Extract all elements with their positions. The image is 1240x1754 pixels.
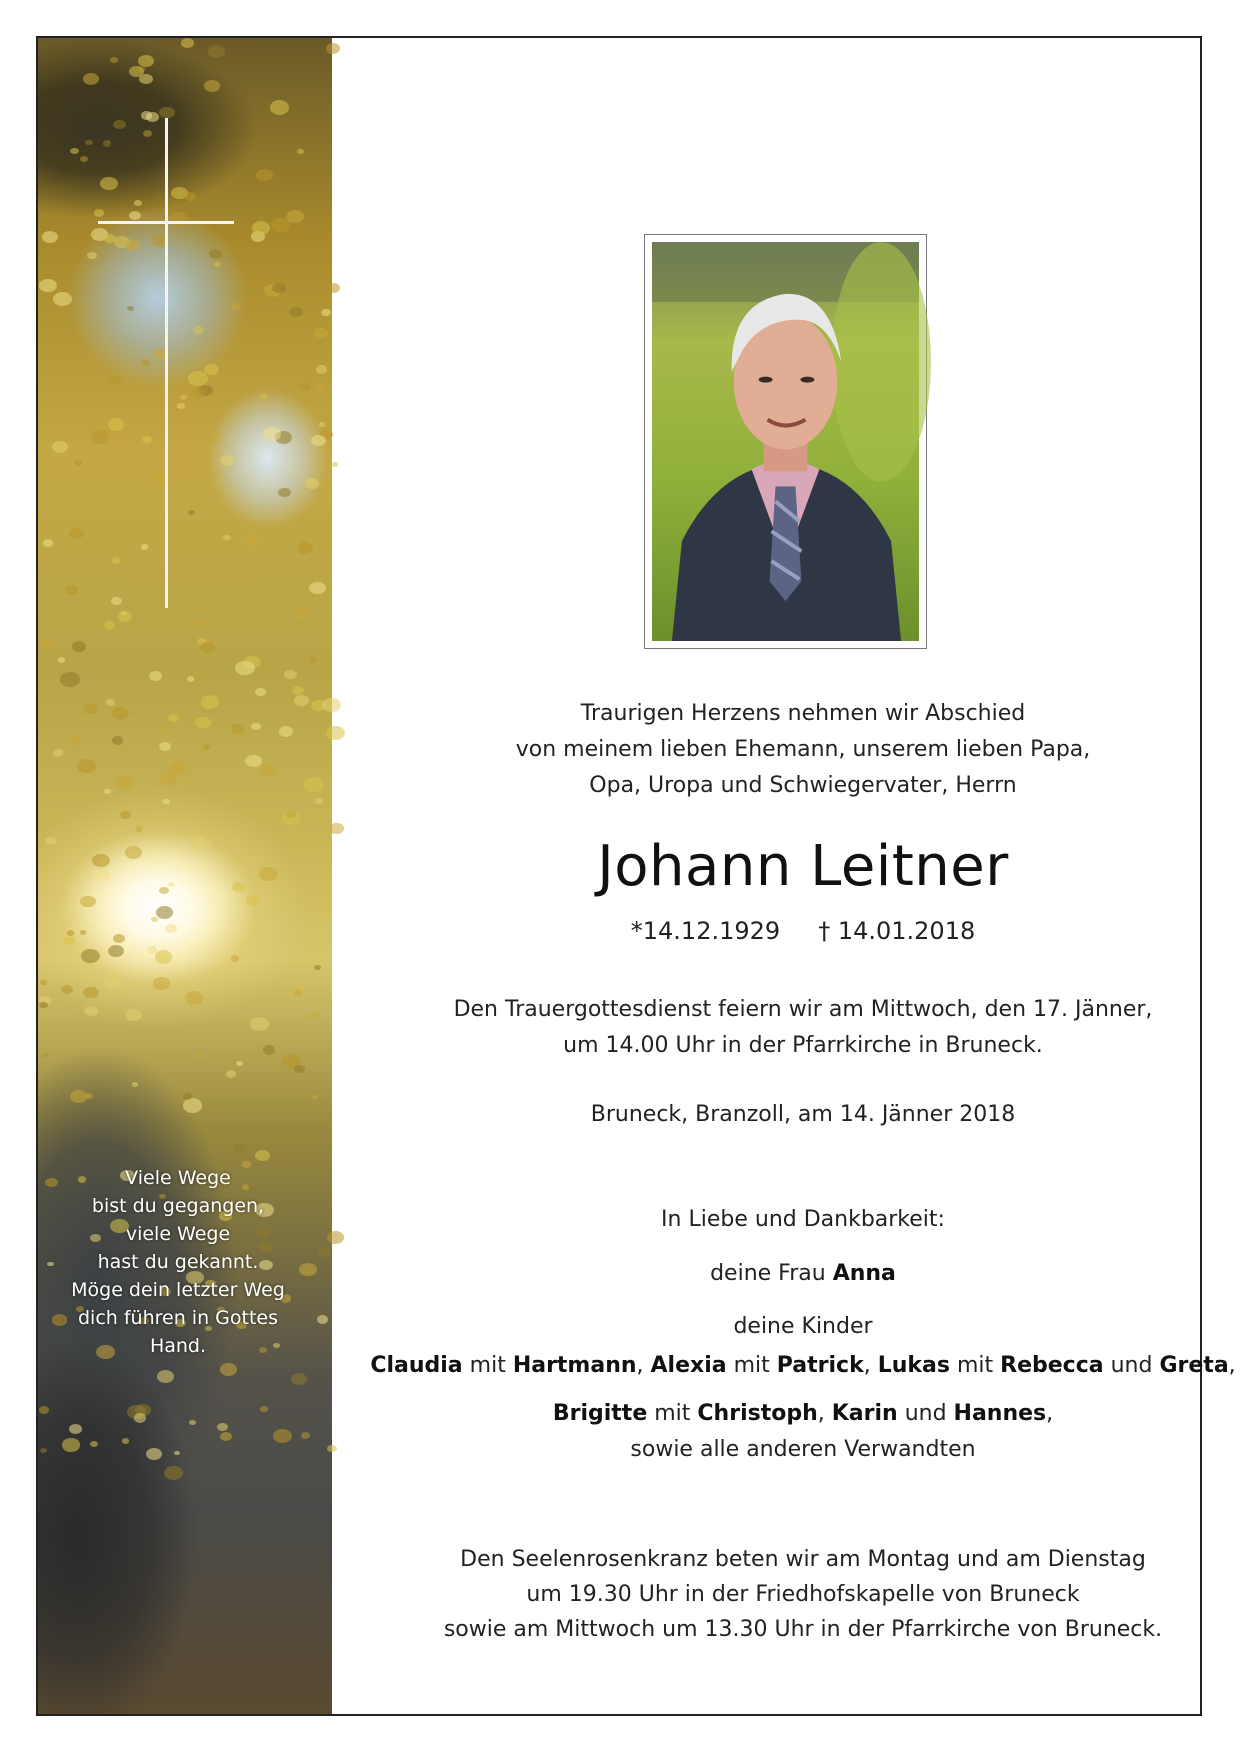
leaf-dot xyxy=(190,836,207,849)
mourners-heading: In Liebe und Dankbarkeit: xyxy=(661,1207,945,1232)
leaf-dot xyxy=(217,1423,228,1431)
cross-icon-horizontal xyxy=(98,221,234,224)
leaf-dot xyxy=(94,869,110,881)
leaf-dot xyxy=(69,1424,82,1434)
poem-line: Hand. xyxy=(149,1335,207,1357)
leaf-dot xyxy=(134,200,141,206)
leaf-dot xyxy=(85,1093,93,1099)
leaf-dot xyxy=(291,1373,307,1385)
leaf-dot xyxy=(169,761,187,775)
leaf-dot xyxy=(185,991,204,1005)
leaf-dot xyxy=(111,597,121,605)
leaf-dot xyxy=(40,1448,47,1454)
leaf-dot xyxy=(255,688,266,696)
leaf-dot xyxy=(113,934,125,943)
leaf-dot xyxy=(77,759,96,773)
kid-separator: , xyxy=(817,1401,832,1426)
leaf-dot xyxy=(203,744,211,750)
leaf-dot xyxy=(174,1451,180,1456)
leaf-dot xyxy=(85,140,92,145)
intro-line: Opa, Uropa und Schwiegervater, Herrn xyxy=(589,773,1017,798)
leaf-dot xyxy=(39,1002,48,1009)
life-dates xyxy=(368,914,1238,948)
leaf-dot xyxy=(261,765,275,776)
leaf-dot xyxy=(108,945,125,958)
leaf-dot xyxy=(263,1045,276,1054)
leaf-dot xyxy=(220,1432,233,1442)
leaf-dot xyxy=(112,707,129,720)
leaf-dot xyxy=(273,1429,292,1443)
leaf-dot xyxy=(94,209,104,217)
leaf-dot xyxy=(112,557,121,564)
leaf-dot xyxy=(39,1406,49,1414)
leaf-dot xyxy=(332,462,338,467)
leaf-dot xyxy=(329,823,344,834)
leaf-dot xyxy=(295,609,311,621)
kid-separator: , xyxy=(636,1353,651,1378)
poem-line: dich führen in Gottes xyxy=(77,1307,278,1329)
leaf-dot xyxy=(155,950,173,963)
leaf-dot xyxy=(127,306,133,311)
kids-heading: deine Kinder xyxy=(733,1314,873,1339)
leaf-dot xyxy=(312,1095,318,1100)
leaf-dot xyxy=(235,661,254,676)
leaf-dot xyxy=(271,218,290,232)
leaf-dot xyxy=(67,930,74,935)
leaf-dot xyxy=(134,1413,146,1422)
leaf-dot xyxy=(260,1406,267,1412)
leaf-dot xyxy=(135,826,143,832)
kid-name: Hannes xyxy=(953,1401,1047,1426)
kid-separator: mit xyxy=(647,1401,698,1426)
leaf-dot xyxy=(125,240,140,251)
leaf-dot xyxy=(125,846,142,859)
leaf-dot xyxy=(304,777,324,792)
leaf-dot xyxy=(270,100,290,115)
leaf-dot xyxy=(278,488,290,497)
leaf-dot xyxy=(159,742,172,751)
portrait-photo xyxy=(644,234,927,649)
leaf-dot xyxy=(103,140,111,146)
obituary-card xyxy=(36,36,1236,1716)
kid-separator: , xyxy=(863,1353,878,1378)
leaf-dot xyxy=(69,735,82,744)
leaf-dot xyxy=(327,1445,337,1452)
relatives-text: sowie alle anderen Verwandten xyxy=(630,1437,976,1462)
leaf-dot xyxy=(125,1009,142,1022)
poem-line: hast du gekannt. xyxy=(97,1251,259,1273)
leaf-dot xyxy=(46,514,53,519)
leaf-dot xyxy=(42,231,58,243)
cross-icon-vertical xyxy=(165,118,168,608)
kid-name: Lukas xyxy=(877,1353,950,1378)
leaf-dot xyxy=(69,528,85,540)
leaf-dot xyxy=(317,1315,328,1324)
leaf-dot xyxy=(90,1441,98,1447)
leaf-dot xyxy=(233,1144,246,1154)
leaf-dot xyxy=(113,120,126,130)
intro-line: Traurigen Herzens nehmen wir Abschied xyxy=(580,701,1026,726)
leaf-dot xyxy=(200,642,215,654)
wife-prefix: deine Frau xyxy=(710,1261,826,1286)
intro-line: von meinem lieben Ehemann, unserem lieben Papa, xyxy=(515,737,1091,762)
leaf-dot xyxy=(305,478,319,489)
leaf-dot xyxy=(252,221,270,234)
leaf-dot xyxy=(53,749,63,756)
leaf-dot xyxy=(223,535,230,540)
deceased-name: Johann Leitner xyxy=(597,834,1009,899)
mourner-wife xyxy=(368,1256,1238,1292)
leaf-dot xyxy=(294,989,303,996)
leaf-dot xyxy=(129,66,144,77)
kid-separator: , xyxy=(1046,1401,1054,1426)
leaf-dot xyxy=(316,365,327,373)
leaf-dot xyxy=(100,177,117,190)
leaf-dot xyxy=(122,1438,130,1444)
leaf-dot xyxy=(40,980,46,985)
kid-name: Hartmann xyxy=(512,1353,637,1378)
leaf-dot xyxy=(169,212,188,227)
leaf-dot xyxy=(189,1420,195,1425)
leaf-dot xyxy=(220,1363,237,1376)
leaf-dot xyxy=(314,328,328,339)
leaf-dot xyxy=(156,906,173,918)
kid-name: Karin xyxy=(831,1401,898,1426)
leaf-dot xyxy=(70,148,79,154)
rosary-line: sowie am Mittwoch um 13.30 Uhr in der Pfarrkirche von Bruneck. xyxy=(443,1617,1163,1642)
kid-separator: mit xyxy=(950,1353,1001,1378)
leaf-dot xyxy=(132,1082,138,1087)
funeral-service-text xyxy=(368,992,1238,1064)
leaf-dot xyxy=(205,839,213,845)
leaf-dot xyxy=(256,169,272,181)
leaf-dot xyxy=(183,1098,202,1113)
service-line: um 14.00 Uhr in der Pfarrkirche in Bruneck. xyxy=(563,1033,1043,1058)
place-and-date: Bruneck, Branzoll, am 14. Jänner 2018 xyxy=(590,1102,1016,1127)
leaf-dot xyxy=(110,376,121,384)
leaf-dot xyxy=(319,422,325,427)
kids-line-2 xyxy=(368,1395,1238,1433)
leaf-dot xyxy=(52,441,69,454)
leaf-dot xyxy=(112,736,124,745)
leaf-dot xyxy=(188,510,195,515)
leaf-dot xyxy=(180,395,187,400)
leaf-dot xyxy=(326,43,341,54)
portrait-image xyxy=(652,242,919,641)
leaf-dot xyxy=(143,130,152,137)
leaf-dot xyxy=(246,895,260,906)
leaf-dot xyxy=(191,387,205,397)
leaf-dot xyxy=(41,732,49,738)
leaf-dot xyxy=(104,621,115,630)
leaf-dot xyxy=(245,755,262,768)
leaf-dot xyxy=(62,1438,80,1451)
leaf-dot xyxy=(159,887,169,894)
leaf-dot xyxy=(311,1013,320,1019)
leaf-dot xyxy=(232,882,245,892)
kid-separator: und xyxy=(1103,1353,1160,1378)
leaf-dot xyxy=(149,671,163,681)
rosary-line: Den Seelenrosenkranz beten wir am Montag und am Dienstag xyxy=(460,1547,1146,1572)
kid-name: Brigitte xyxy=(552,1401,648,1426)
leaf-dot xyxy=(284,670,296,679)
leaf-dot xyxy=(157,1370,175,1383)
leaf-dot xyxy=(142,436,152,444)
leaf-dot xyxy=(115,776,133,790)
leaf-dot xyxy=(315,798,322,803)
leaf-dot xyxy=(201,695,220,709)
leaf-dot xyxy=(60,672,80,687)
leaf-dot xyxy=(294,695,308,706)
birth-date: *14.12.1929 xyxy=(630,917,781,945)
leaf-dot xyxy=(210,436,218,442)
leaf-dot xyxy=(214,262,221,268)
kids-line-1 xyxy=(368,1347,1238,1385)
leaf-dot xyxy=(209,249,223,259)
leaf-dot xyxy=(309,656,317,662)
leaf-dot xyxy=(159,107,175,119)
leaf-dot xyxy=(80,156,88,162)
kid-separator: , xyxy=(1228,1353,1236,1378)
rosary-text xyxy=(368,1542,1238,1647)
death-date: † 14.01.2018 xyxy=(818,917,976,945)
leaf-dot xyxy=(138,55,154,67)
kid-separator: mit xyxy=(462,1353,513,1378)
kid-name: Greta xyxy=(1159,1353,1229,1378)
rosary-line: um 19.30 Uhr in der Friedhofskapelle von Bruneck xyxy=(526,1582,1080,1607)
leaf-dot xyxy=(84,1006,98,1016)
leaf-dot xyxy=(72,641,86,652)
kid-name: Claudia xyxy=(370,1353,463,1378)
leaf-dot xyxy=(108,418,124,430)
leaf-dot xyxy=(318,1248,330,1257)
poem-line: bist du gegangen, xyxy=(91,1195,265,1217)
leaf-dot xyxy=(294,1065,305,1073)
leaf-dot xyxy=(314,965,321,970)
leaf-dot xyxy=(106,699,115,706)
leaf-dot xyxy=(92,854,110,867)
poem xyxy=(58,1164,298,1360)
kid-name: Patrick xyxy=(776,1353,864,1378)
leaf-dot xyxy=(153,977,170,989)
leaf-dot xyxy=(208,45,225,58)
leaf-dot xyxy=(146,112,159,121)
leaf-dot xyxy=(292,686,304,695)
leaf-dot xyxy=(63,937,75,946)
leaf-dot xyxy=(297,542,313,554)
leaf-dot xyxy=(45,1178,58,1187)
leaf-dot xyxy=(84,704,97,714)
wife-name: Anna xyxy=(832,1261,896,1286)
leaf-dot xyxy=(104,974,124,989)
leaf-dot xyxy=(301,1432,310,1439)
leaf-dot xyxy=(245,535,259,545)
leaf-dot xyxy=(87,252,97,259)
leaf-dot xyxy=(98,464,104,469)
leaf-dot xyxy=(147,946,157,954)
leaf-dot xyxy=(141,359,150,366)
poem-line: viele Wege xyxy=(125,1223,231,1245)
leaf-dot xyxy=(195,717,210,729)
kid-separator: und xyxy=(897,1401,954,1426)
leaf-dot xyxy=(260,394,267,400)
leaf-dot xyxy=(328,283,340,292)
poem-line: Viele Wege xyxy=(125,1167,231,1189)
leaf-dot xyxy=(151,917,158,922)
leaf-dot xyxy=(42,1053,50,1059)
leaf-dot xyxy=(160,726,166,731)
leaf-dot xyxy=(311,435,326,446)
kid-name: Alexia xyxy=(650,1353,727,1378)
leaf-dot xyxy=(91,430,109,443)
leaf-dot xyxy=(164,1466,183,1480)
leaf-dot xyxy=(231,724,244,734)
leaf-dot xyxy=(255,1150,271,1162)
leaf-dot xyxy=(110,57,118,63)
leaf-dot xyxy=(259,867,278,881)
leaf-dot xyxy=(188,371,208,386)
autumn-tree-photo xyxy=(38,38,332,1714)
leaf-dot xyxy=(177,403,184,408)
leaf-dot xyxy=(321,309,330,316)
leaf-dot xyxy=(43,539,53,546)
leaf-dot xyxy=(251,723,261,730)
service-line: Den Trauergottesdienst feiern wir am Mittwoch, den 17. Jänner, xyxy=(453,997,1153,1022)
leaf-dot xyxy=(168,882,175,887)
leaf-dot xyxy=(47,1262,53,1267)
leaf-dot xyxy=(61,985,74,995)
leaf-dot xyxy=(236,1061,243,1066)
leaf-dot xyxy=(326,726,345,740)
leaf-dot xyxy=(120,811,131,819)
leaf-dot xyxy=(290,307,303,317)
kid-name: Rebecca xyxy=(1000,1353,1104,1378)
leaf-dot xyxy=(226,1070,236,1077)
leaf-dot xyxy=(231,955,240,962)
leaf-dot xyxy=(58,657,65,663)
leaf-dot xyxy=(104,789,111,795)
leaf-dot xyxy=(193,326,203,334)
leaf-dot xyxy=(299,1263,316,1276)
leaf-dot xyxy=(327,1231,344,1243)
leaf-dot xyxy=(204,80,220,92)
leaf-dot xyxy=(187,676,194,681)
leaf-dot xyxy=(317,384,326,391)
leaf-dot xyxy=(129,211,141,220)
leaf-dot xyxy=(231,303,240,310)
leaf-dot xyxy=(297,149,304,154)
leaf-dot xyxy=(181,38,193,47)
leaf-dot xyxy=(146,1448,162,1460)
leaf-dot xyxy=(220,455,234,465)
leaf-dot xyxy=(65,585,78,595)
leaf-dot xyxy=(282,811,300,824)
kid-name: Christoph xyxy=(697,1401,818,1426)
kid-separator: mit xyxy=(726,1353,777,1378)
leaf-dot xyxy=(162,799,170,805)
leaf-dot xyxy=(279,726,293,737)
leaf-dot xyxy=(184,192,196,201)
leaf-dot xyxy=(322,698,340,712)
leaf-dot xyxy=(298,382,311,391)
leaf-dot xyxy=(45,837,56,845)
intro-text xyxy=(368,696,1238,804)
leaf-dot xyxy=(141,544,148,549)
poem-line: Möge dein letzter Weg xyxy=(71,1279,285,1301)
leaf-dot xyxy=(80,896,96,908)
leaf-dot xyxy=(196,619,207,627)
leaf-dot xyxy=(83,73,99,85)
leaf-dot xyxy=(104,234,116,243)
leaf-dot xyxy=(168,714,179,722)
leaf-dot xyxy=(309,582,326,594)
leaf-dot xyxy=(165,924,177,933)
leaf-dot xyxy=(183,1093,192,1100)
leaf-dot xyxy=(80,930,86,935)
leaf-dot xyxy=(250,1017,269,1031)
leaf-dot xyxy=(83,987,98,999)
leaf-dot xyxy=(53,292,72,306)
leaf-dot xyxy=(81,949,100,963)
leaf-dot xyxy=(272,283,286,294)
leaf-dot xyxy=(74,460,82,466)
leaf-dot xyxy=(196,1052,203,1058)
leaf-dot xyxy=(200,676,206,681)
leaf-dot xyxy=(204,364,219,375)
leaf-dot xyxy=(41,641,55,652)
